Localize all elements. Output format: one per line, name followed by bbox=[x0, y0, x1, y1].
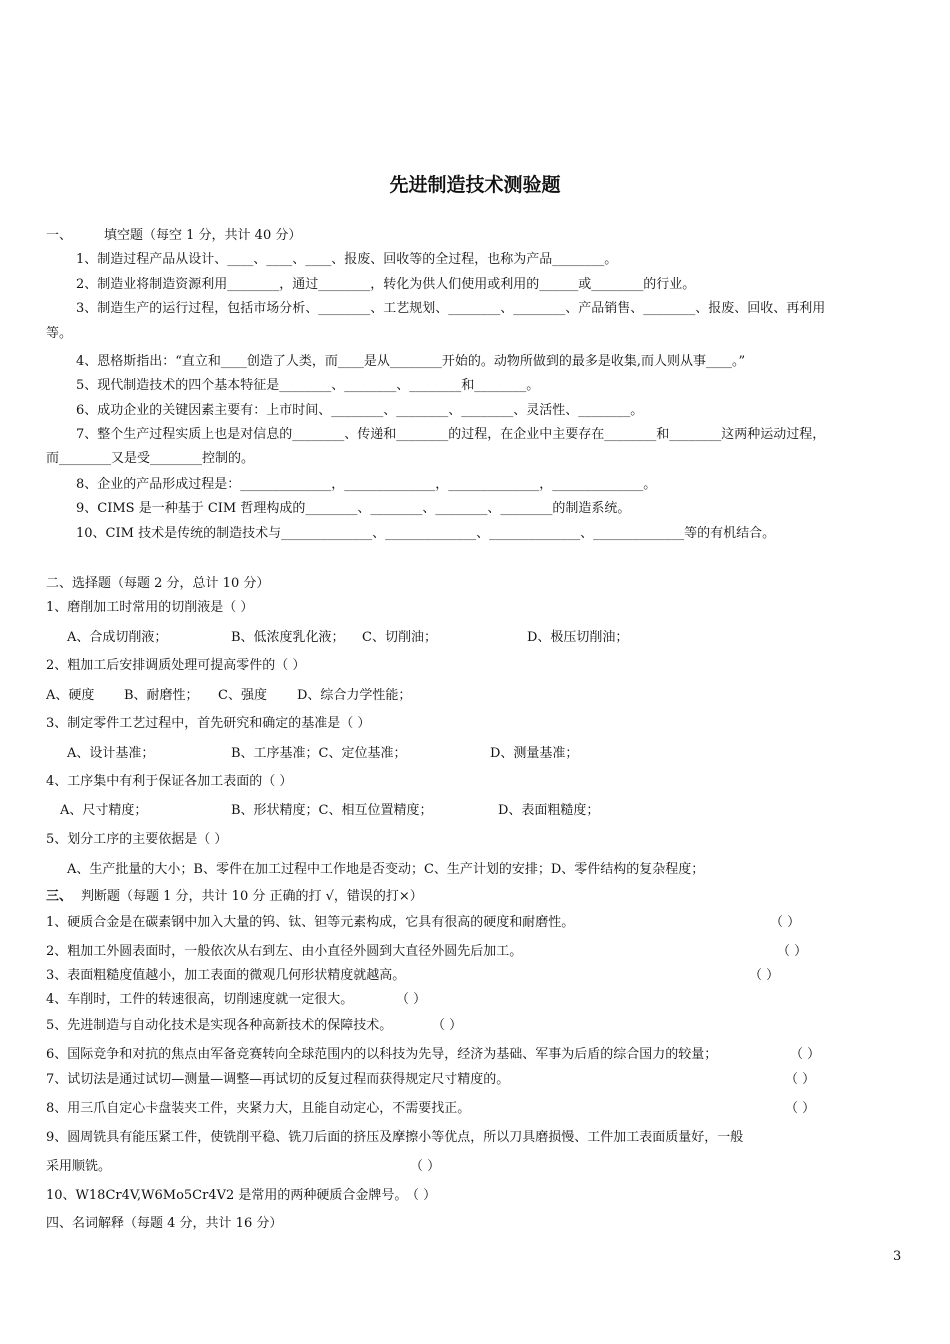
s3-item-10: 10、W18Cr4V,W6Mo5Cr4V2 是常用的两种硬质合金牌号。 bbox=[46, 1188, 408, 1203]
s3-item-5: 5、先进制造与自动化技术是实现各种高新技术的保障技术。 bbox=[46, 1018, 393, 1033]
s2-q3-opt-a: A、设计基准； bbox=[67, 746, 155, 761]
s2-q4-opt-bc: B、形状精度；C、相互位置精度； bbox=[231, 803, 433, 818]
s3-mark-8: （ ） bbox=[785, 1101, 816, 1116]
s3-mark-6: （ ） bbox=[790, 1047, 821, 1062]
s3-item-9a: 9、圆周铣具有能压紧工件，使铣削平稳、铣刀后面的挤压及摩擦小等优点，所以刀具磨损慢、工件加工表面质量好，一般 bbox=[46, 1130, 744, 1145]
page-number: 3 bbox=[893, 1249, 902, 1264]
s3-item-3: 3、表面粗糙度值越小，加工表面的微观几何形状精度就越高。 bbox=[46, 968, 406, 983]
s2-q1-opt-a: A、合成切削液； bbox=[67, 630, 168, 645]
s3-item-4: 4、车削时，工件的转速很高，切削速度就一定很大。 bbox=[46, 992, 354, 1007]
s1-q10: 10、CIM 技术是传统的制造技术与______________、______________、______________、______________等的有机结合。 bbox=[76, 526, 776, 541]
s2-q1: 1、磨削加工时常用的切削液是（ ） bbox=[46, 600, 254, 615]
s3-item-6: 6、国际竞争和对抗的焦点由军备竞赛转向全球范围内的以科技为先导，经济为基础、军事为后盾的综合国力的较量； bbox=[46, 1047, 718, 1062]
s2-q1-opt-b: B、低浓度乳化液； bbox=[231, 630, 345, 645]
s1-q8: 8、企业的产品形成过程是：______________，______________，______________，______________。 bbox=[76, 477, 657, 492]
s2-q3-opt-d: D、测量基准； bbox=[490, 746, 579, 761]
s2-q4: 4、工序集中有利于保证各加工表面的（ ） bbox=[46, 774, 293, 789]
s2-q4-opt-d: D、表面粗糙度； bbox=[498, 803, 600, 818]
s2-q2-opt-c: C、强度 bbox=[218, 688, 267, 703]
section1-prefix: 一、 bbox=[46, 228, 73, 243]
s3-item-1: 1、硬质合金是在碳素钢中加入大量的钨、钛、钽等元素构成，它具有很高的硬度和耐磨性。 bbox=[46, 915, 575, 930]
s3-mark-5: （ ） bbox=[432, 1018, 463, 1033]
s3-mark-2: （ ） bbox=[777, 944, 808, 959]
s3-mark-10: （ ） bbox=[406, 1188, 437, 1203]
s1-q6: 6、成功企业的关键因素主要有：上市时间、________、________、________、灵活性、________。 bbox=[76, 403, 644, 418]
s2-q2-opt-b: B、耐磨性； bbox=[124, 688, 199, 703]
s3-item-9b: 采用顺铣。 bbox=[46, 1159, 112, 1174]
s2-q5-opts: A、生产批量的大小；B、零件在加工过程中工作地是否变动；C、生产计划的安排；D、零件结构的复杂程度； bbox=[67, 862, 705, 877]
section4-heading: 四、名词解释（每题 4 分，共计 16 分） bbox=[46, 1216, 283, 1231]
s3-mark-3: （ ） bbox=[749, 968, 780, 983]
s3-mark-7: （ ） bbox=[785, 1072, 816, 1087]
s1-q3b: 等。 bbox=[46, 326, 73, 341]
s1-q5: 5、现代制造技术的四个基本特征是________、________、________和________。 bbox=[76, 378, 540, 393]
s1-q7a: 7、整个生产过程实质上也是对信息的________、传递和________的过程，在企业中主要存在________和________这两种运动过程， bbox=[76, 427, 826, 442]
s2-q1-opt-c: C、切削油； bbox=[362, 630, 437, 645]
s1-q7b: 而________又是受________控制的。 bbox=[46, 451, 255, 466]
section3-heading: 判断题（每题 1 分，共计 10 分 正确的打 √，错误的打×） bbox=[81, 889, 423, 904]
s3-item-2: 2、粗加工外圆表面时，一般依次从右到左、由小直径外圆到大直径外圆先后加工。 bbox=[46, 944, 523, 959]
s1-q2: 2、制造业将制造资源利用________，通过________，转化为供人们使用或利用的______或________的行业。 bbox=[76, 277, 696, 292]
s2-q4-opt-a: A、尺寸精度； bbox=[60, 803, 148, 818]
s2-q2: 2、粗加工后安排调质处理可提高零件的（ ） bbox=[46, 658, 306, 673]
section3-prefix: 三、 bbox=[46, 889, 73, 904]
s3-mark-1: （ ） bbox=[770, 915, 801, 930]
s3-mark-9: （ ） bbox=[410, 1159, 441, 1174]
section2-heading: 二、选择题（每题 2 分，总计 10 分） bbox=[46, 576, 270, 591]
s1-q4: 4、恩格斯指出：“直立和____创造了人类，而____是从________开始的。动物所做到的最多是收集,而人则从事____。” bbox=[76, 354, 746, 369]
s2-q2-opt-a: A、硬度 bbox=[46, 688, 95, 703]
page-title: 先进制造技术测验题 bbox=[389, 174, 561, 196]
s2-q1-opt-d: D、极压切削油； bbox=[527, 630, 629, 645]
s1-q9: 9、CIMS 是一种基于 CIM 哲理构成的________、________、________、________的制造系统。 bbox=[76, 501, 631, 516]
section1-heading: 填空题（每空 1 分，共计 40 分） bbox=[104, 228, 302, 243]
s3-mark-4: （ ） bbox=[396, 992, 427, 1007]
s1-q3a: 3、制造生产的运行过程，包括市场分析、________、工艺规划、________、________、产品销售、________、报废、回收、再利用 bbox=[76, 301, 826, 316]
s2-q3: 3、制定零件工艺过程中，首先研究和确定的基准是（ ） bbox=[46, 716, 371, 731]
s1-q1: 1、制造过程产品从设计、____、____、____、报废、回收等的全过程，也称为产品________。 bbox=[76, 252, 618, 267]
s2-q2-opt-d: D、综合力学性能； bbox=[297, 688, 412, 703]
s2-q5: 5、划分工序的主要依据是（ ） bbox=[46, 832, 228, 847]
s3-item-7: 7、试切法是通过试切—测量—调整—再试切的反复过程而获得规定尺寸精度的。 bbox=[46, 1072, 510, 1087]
s3-item-8: 8、用三爪自定心卡盘装夹工件，夹紧力大，且能自动定心，不需要找正。 bbox=[46, 1101, 471, 1116]
s2-q3-opt-bc: B、工序基准；C、定位基准； bbox=[231, 746, 407, 761]
